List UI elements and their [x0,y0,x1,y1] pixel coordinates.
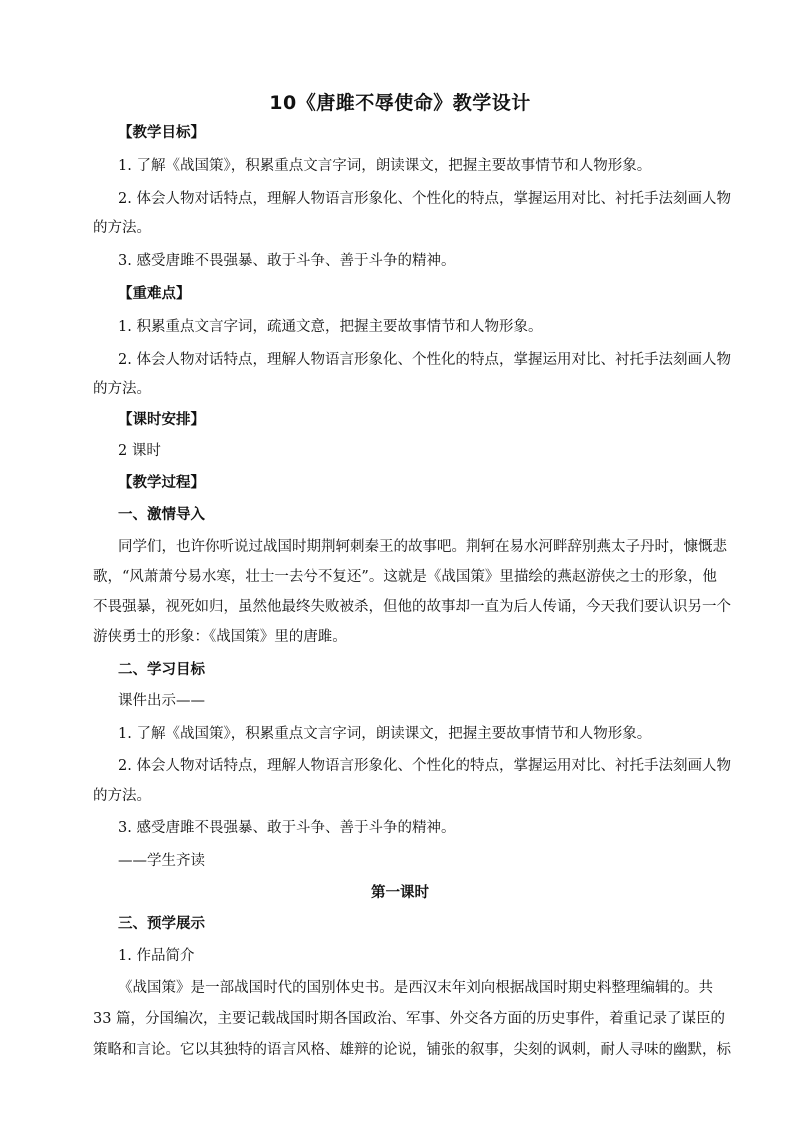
paragraph-line: 3. 感受唐雎不畏强暴、敢于斗争、善于斗争的精神。 [118,253,456,269]
subsection-heading-objectives: 二、学习目标 [118,662,205,678]
paragraph-line: 33 篇，分国编次，主要记载战国时期各国政治、军事、外交各方面的历史事件，着重记录了谋臣的 [93,1011,726,1027]
paragraph-line: 2. 体会人物对话特点，理解人物语言形象化、个性化的特点，掌握运用对比、衬托手法刻画人物 [118,352,731,368]
paragraph-line: 1. 积累重点文言字词，疏通文意，把握主要故事情节和人物形象。 [118,319,543,335]
paragraph-line: 同学们，也许你听说过战国时期荆轲刺秦王的故事吧。荆轲在易水河畔辞别燕太子丹时，慷慨悲 [118,539,727,555]
subsection-heading-intro: 一、激情导入 [118,507,205,523]
paragraph-line: 策略和言论。它以其独特的语言风格、雄辩的论说，铺张的叙事，尖刻的讽刺，耐人寻味的幽默，标 [93,1042,731,1058]
paragraph-line: 1. 了解《战国策》，积累重点文言字词，朗读课文，把握主要故事情节和人物形象。 [118,726,652,742]
paragraph-line: 2. 体会人物对话特点，理解人物语言形象化、个性化的特点，掌握运用对比、衬托手法刻画人物 [118,191,731,207]
paragraph-line: 2 课时 [118,443,161,459]
paragraph-line: 3. 感受唐雎不畏强暴、敢于斗争、善于斗争的精神。 [118,820,456,836]
paragraph-line: 1. 了解《战国策》，积累重点文言字词，朗读课文，把握主要故事情节和人物形象。 [118,158,652,174]
lesson-heading-first: 第一课时 [371,885,429,901]
paragraph-line: 游侠勇士的形象：《战国策》里的唐雎。 [93,629,347,645]
paragraph-line: 的方法。 [93,788,151,804]
section-heading-process: 【教学过程】 [118,475,205,491]
paragraph-line: 的方法。 [93,381,151,397]
section-heading-key-points: 【重难点】 [118,286,191,302]
paragraph-line: 课件出示—— [118,693,205,709]
paragraph-line: 歌，“风萧萧兮易水寒，壮士一去兮不复还”。这就是《战国策》里描绘的燕赵游侠之士的形象，他 [93,569,717,585]
section-heading-teaching-goals: 【教学目标】 [118,125,205,141]
paragraph-line: 不畏强暴，视死如归，虽然他最终失败被杀，但他的故事却一直为后人传诵，今天我们要认识另一个 [93,599,731,615]
subsection-heading-preview: 三、预学展示 [118,916,205,932]
document-title: 10《唐雎不辱使命》教学设计 [269,92,531,114]
paragraph-line: 2. 体会人物对话特点，理解人物语言形象化、个性化的特点，掌握运用对比、衬托手法刻画人物 [118,758,731,774]
paragraph-line: ——学生齐读 [118,853,205,869]
paragraph-line: 的方法。 [93,220,151,236]
paragraph-line: 1. 作品简介 [118,948,195,964]
section-heading-schedule: 【课时安排】 [118,412,205,428]
paragraph-line: 《战国策》是一部战国时代的国别体史书。是西汉末年刘向根据战国时期史料整理编辑的。共 [118,980,713,996]
